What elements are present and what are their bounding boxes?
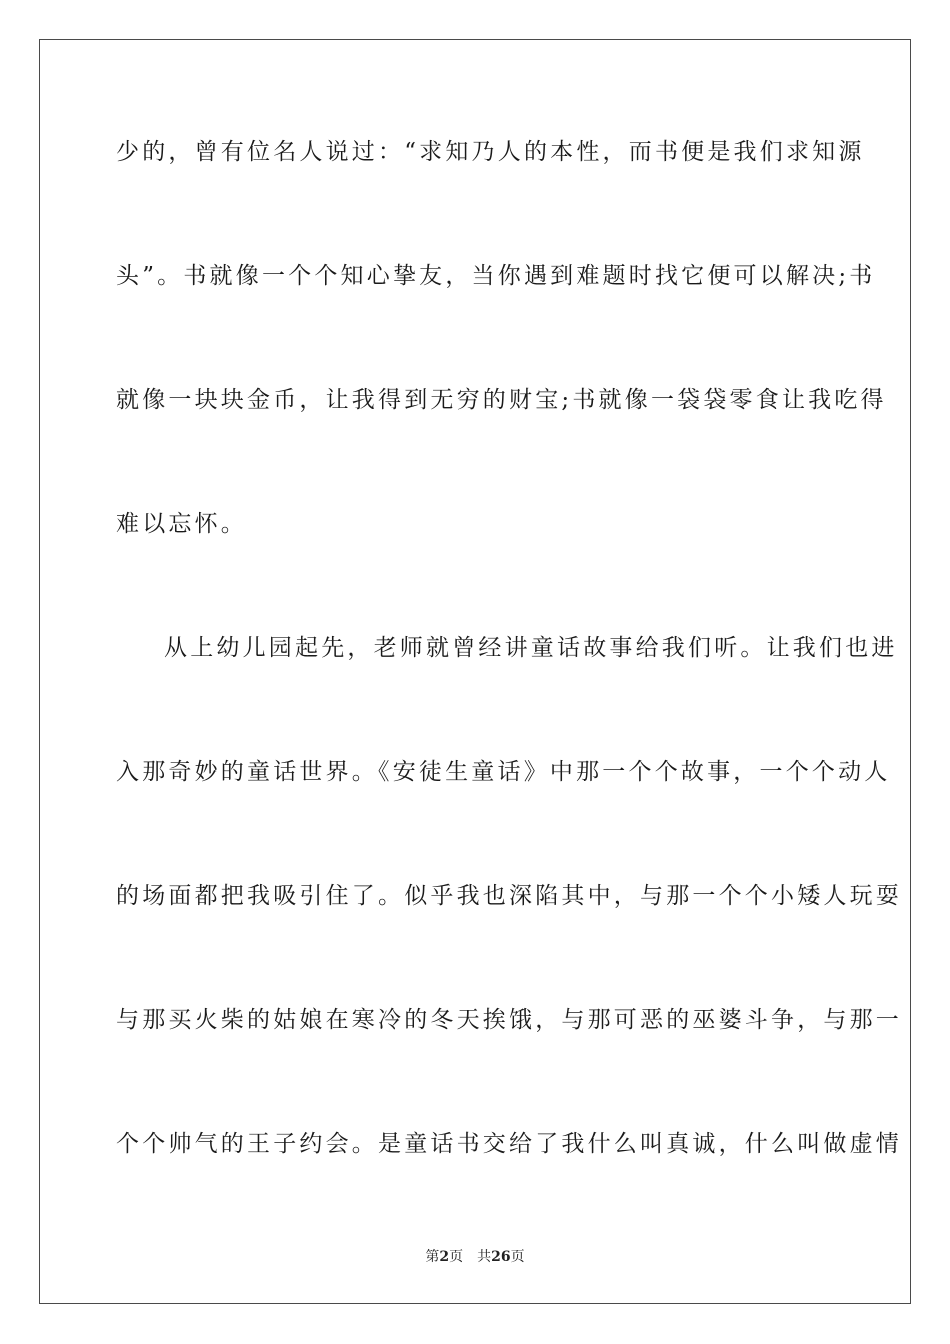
body-line-8: 与那买火柴的姑娘在寒冷的冬天挨饿，与那可恶的巫婆斗争，与那一 bbox=[116, 1007, 902, 1033]
body-line-3: 就像一块块金币，让我得到无穷的财宝;书就像一袋袋零食让我吃得 bbox=[116, 387, 887, 413]
footer-page-number: 2 bbox=[439, 1249, 450, 1265]
footer-total-prefix: 共 bbox=[477, 1249, 492, 1265]
footer-total-pages: 26 bbox=[491, 1249, 511, 1265]
footer-page-prefix: 第 bbox=[425, 1249, 440, 1265]
body-line-5-paragraph-start: 从上幼儿园起先，老师就曾经讲童话故事给我们听。让我们也进 bbox=[164, 635, 898, 661]
page-border bbox=[39, 39, 911, 1304]
body-line-1: 少的，曾有位名人说过：“求知乃人的本性，而书便是我们求知源 bbox=[116, 139, 865, 165]
body-line-2: 头”。书就像一个个知心挚友，当你遇到难题时找它便可以解决;书 bbox=[116, 263, 876, 289]
body-line-4: 难以忘怀。 bbox=[116, 511, 247, 537]
body-line-6: 入那奇妙的童话世界。《安徒生童话》中那一个个故事，一个个动人 bbox=[116, 759, 891, 785]
body-line-7: 的场面都把我吸引住了。似乎我也深陷其中，与那一个个小矮人玩耍 bbox=[116, 883, 902, 909]
footer-total-suffix: 页 bbox=[510, 1249, 525, 1265]
body-line-9: 个个帅气的王子约会。是童话书交给了我什么叫真诚，什么叫做虚情 bbox=[116, 1131, 902, 1157]
page-footer bbox=[0, 1248, 950, 1266]
footer-page-suffix: 页 bbox=[449, 1249, 464, 1265]
